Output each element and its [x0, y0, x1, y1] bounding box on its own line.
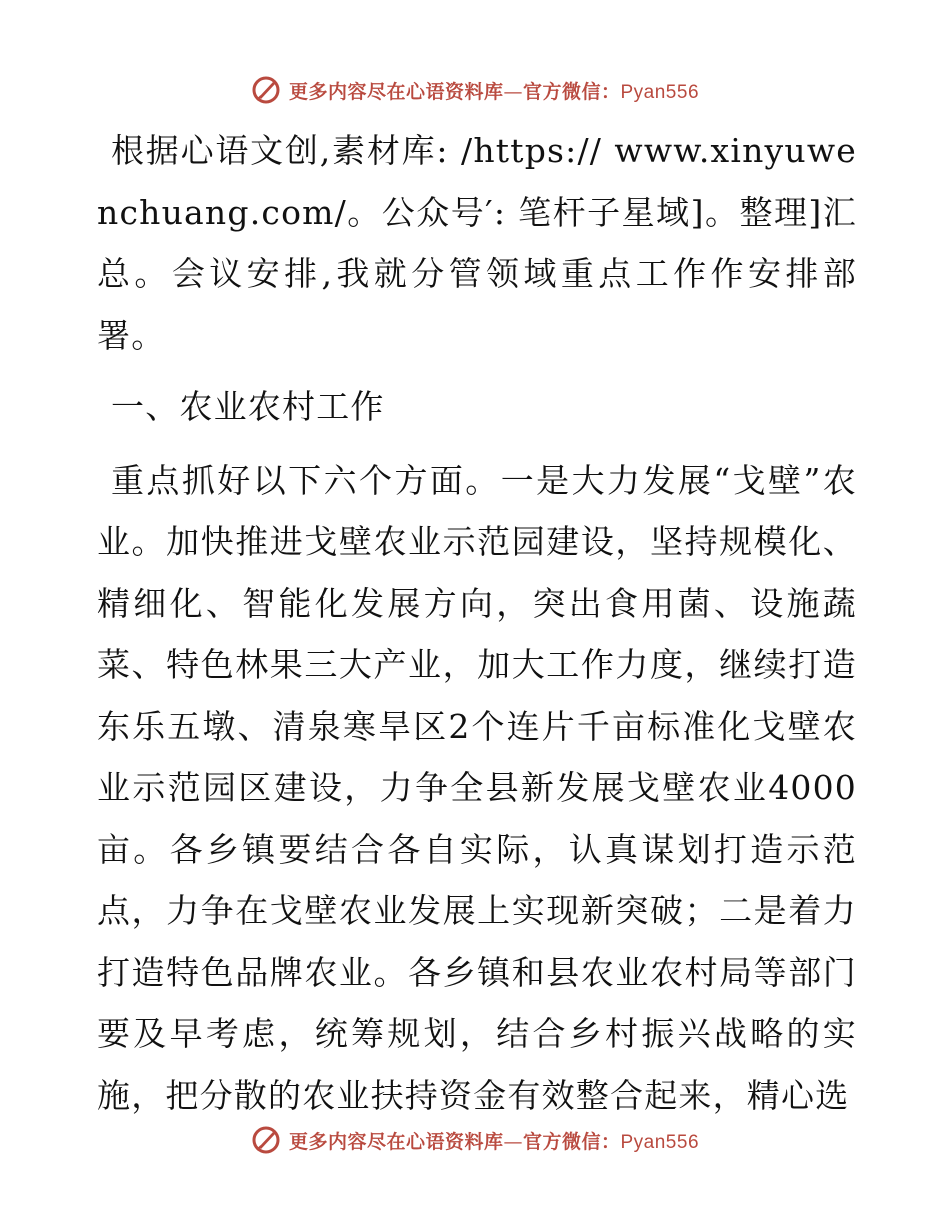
- watermark-banner-bottom: [0, 1122, 950, 1158]
- watermark-official-label: 官方微信：: [522, 80, 621, 103]
- section-paragraph: 重点抓好以下六个方面。一是大力发展“戈壁”农业。加快推进戈壁农业示范园建设，坚持规模化、精细化、智能化发展方向，突出食用菌、设施蔬菜、特色林果三大产业，加大工作力度，继续打造东乐五墩、清泉寒旱区2个连片千亩标准化戈壁农业示范园区建设，力争全县新发展戈壁农业4000亩。各乡镇要结合各自实际，认真谋划打造示范点，力争在戈壁农业发展上实现新突破；二是着力打造特色品牌农业。各乡镇和县农业农村局等部门要及早考虑，统筹规划，结合乡村振兴战略的实施，把分散的农业扶持资金有效整合起来，精心选: [97, 460, 857, 1115]
- watermark-separator: —: [503, 1130, 523, 1153]
- watermark-text: [289, 77, 699, 104]
- intro-paragraph: 根据心语文创,素材库: /https:// www.xinyuwenchuang.com/。公众号′: 笔杆子星域]。整理]汇总。会议安排,我就分管领域重点工作作安排部署。: [97, 131, 857, 355]
- watermark-site-text: 更多内容尽在心语资料库: [288, 80, 504, 103]
- document-body: [97, 120, 857, 1126]
- watermark-banner-top: [0, 72, 950, 108]
- watermark-handle: Pyan556: [620, 81, 700, 103]
- watermark-official-label: 官方微信：: [522, 1130, 621, 1153]
- watermark-site-text: 更多内容尽在心语资料库: [288, 1130, 504, 1153]
- quill-logo-icon: [251, 75, 281, 105]
- watermark-handle: Pyan556: [620, 1131, 700, 1153]
- section-heading: 一、农业农村工作: [111, 387, 385, 426]
- quill-logo-icon: [251, 1125, 281, 1155]
- watermark-text: [289, 1127, 699, 1154]
- watermark-separator: —: [503, 80, 523, 103]
